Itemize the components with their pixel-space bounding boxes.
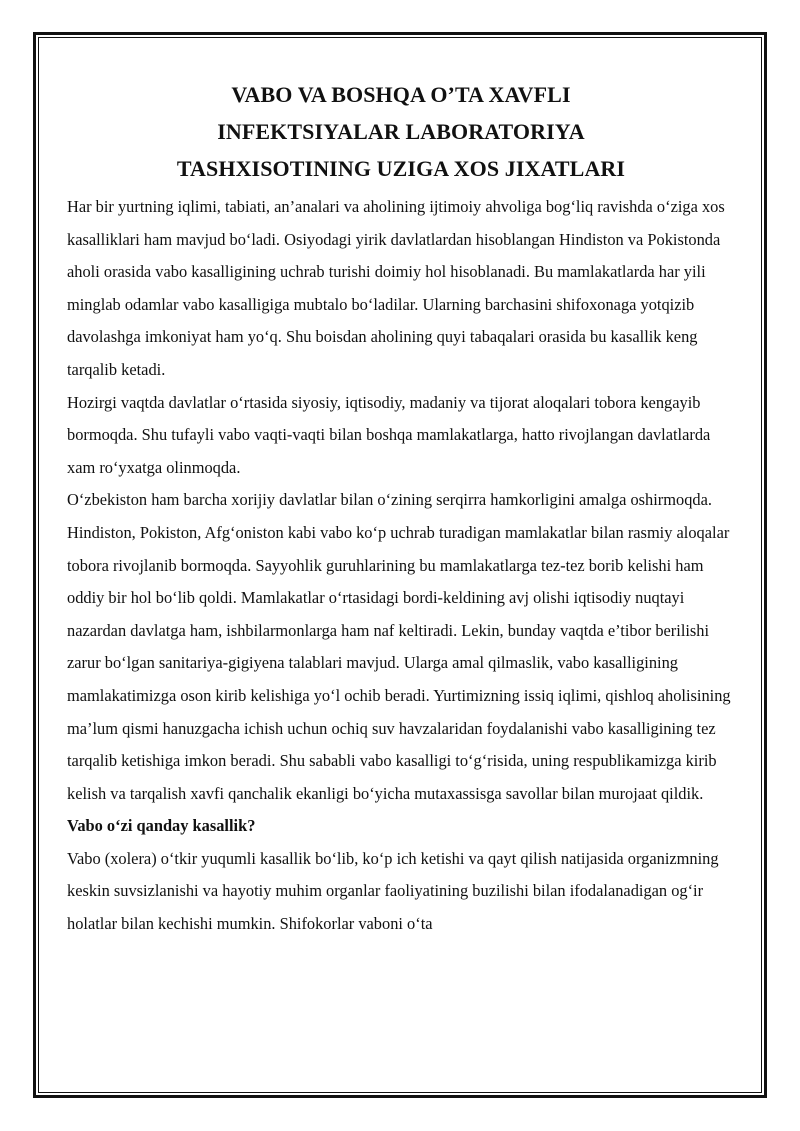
section-heading: Vabo o‘zi qanday kasallik? [67, 816, 256, 836]
title-line-1: VABO VA BOSHQA O’TA XAVFLI [231, 82, 571, 107]
title-line-3: TASHXISOTINING UZIGA XOS JIXATLARI [176, 156, 626, 181]
paragraph-intro: Har bir yurtning iqlimi, tabiati, an’analari va aholining ijtimoiy ahvoliga bog‘liq ravishda o‘ziga xos kasalliklari ham mavjud bo‘ladi. Osiyodagi yirik davlatlardan hisoblangan Hindiston va Pokistonda aholi orasida vabo kasalligining uchrab turishi doimiy hol hisoblanadi. Bu mamlakatlarda har yili minglab odamlar vabo kasalligiga mubtalo bo‘ladilar. Ularning barchasini shifoxonaga yotqizib davolashga imkoniyat ham yo‘q. Shu boisdan aholining quyi tabaqalari orasida bu kasallik keng tarqalib ketadi. [67, 197, 725, 379]
paragraph-relations: Hozirgi vaqtda davlatlar o‘rtasida siyosiy, iqtisodiy, madaniy va tijorat aloqalari tobora kengayib bormoqda. Shu tufayli vabo vaqti-vaqti bilan boshqa mamlakatlarga, hatto rivojlangan davlatlarda xam ro‘yxatga olinmoqda. [67, 392, 711, 477]
document-title [67, 76, 735, 187]
paragraph-uzbekistan: O‘zbekiston ham barcha xorijiy davlatlar bilan o‘zining serqirra hamkorligini amalga oshirmoqda. Hindiston, Pokiston, Afg‘oniston kabi vabo ko‘p uchrab turadigan mamlakatlar bilan rasmiy aloqalar tobora rivojlanib bormoqda. Sayyohlik guruhlarining bu mamlakatlarga tez-tez borib kelishi ham oddiy bir hol bo‘lib qoldi. Mamlakatlar o‘rtasidagi bordi-keldining avj olishi iqtisodiy nuqtayi nazardan davlatga ham, ishbilarmonlarga ham naf keltiradi. Lekin, bunday vaqtda e’tibor berilishi zarur bo‘lgan sanitariya-gigiyena talablari mavjud. Ularga amal qilmaslik, vabo kasalligining mamlakatimizga oson kirib kelishiga yo‘l ochib beradi. Yurtimizning issiq iqlimi, qishloq aholisining ma’lum qismi hanuzgacha ichish uchun ochiq suv havzalaridan foydalanishi vabo kasalligining tez tarqalib ketishiga imkon beradi. Shu sababli vabo kasalligi to‘g‘risida, uning respublikamizga kirib kelish va tarqalish xavfi qanchalik ekanligi bo‘yicha mutaxassisga savollar bilan murojaat qildik. [67, 490, 731, 803]
document-content [67, 76, 735, 941]
title-line-2: INFEKTSIYALAR LABORATORIYA [217, 119, 585, 144]
paragraph-definition: Vabo (xolera) o‘tkir yuqumli kasallik bo‘lib, ko‘p ich ketishi va qayt qilish natijasida organizmning keskin suvsizlanishi va hayotiy muhim organlar faoliyatining buzilishi bilan ifodalanadigan og‘ir holatlar bilan kechishi mumkin. Shifokorlar vaboni o‘ta [67, 848, 719, 934]
